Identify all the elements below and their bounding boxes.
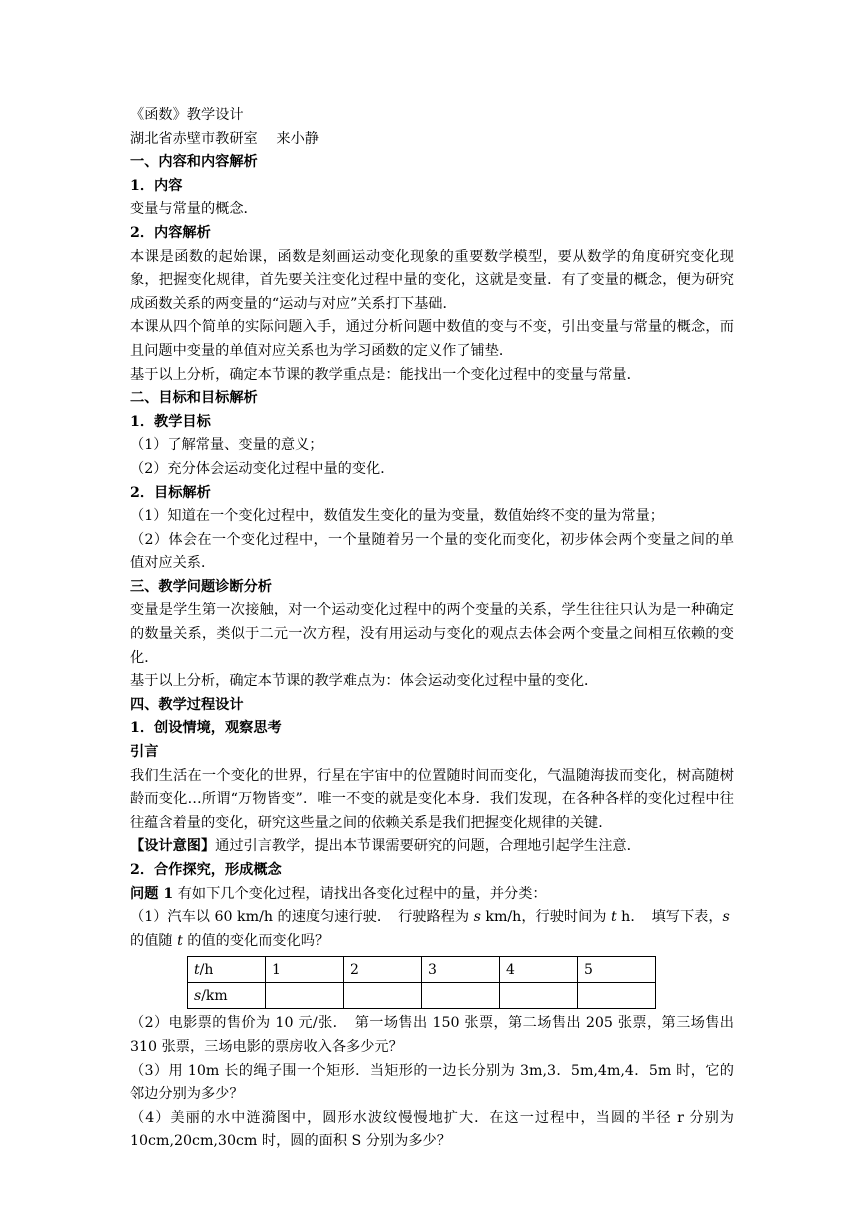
table-cell: 1 [266,957,344,983]
problem-1-label: 问题 1 [130,885,174,902]
subheading-content: 1．内容 [130,177,183,194]
content-analysis-paragraph-3: 基于以上分析，确定本节课的教学重点是：能找出一个变化过程中的变量与常量． [130,366,641,383]
goal-analysis-item-1: （1）知道在一个变化过程中，数值发生变化的量为变量，数值始终不变的量为常量； [130,508,664,525]
time-distance-table [187,956,656,1009]
diagnosis-paragraph-1: 变量是学生第一次接触，对一个运动变化过程中的两个变量的关系，学生往往只认为是一种确定的数量关系，类似于二元一次方程，没有用运动与变化的观点去体会两个变量之间相互依赖的变化． [130,602,734,666]
doc-author: 湖北省赤壁市教研室 来小静 [130,130,319,147]
goal-item-1: （1）了解常量、变量的意义； [130,437,324,454]
design-intent-text: 通过引言教学，提出本节课需要研究的问题，合理地引起学生注意． [215,838,641,855]
table-cell: 4 [500,957,578,983]
table-row [188,957,656,983]
question-3: （3）用 10m 长的绳子围一个矩形．当矩形的一边长分别为 3m,3．5m,4m,4．5m 时，它的邻边分别为多少？ [130,1062,734,1103]
subheading-explore: 2．合作探究，形成概念 [130,862,282,878]
section-3-heading: 三、教学问题诊断分析 [130,578,272,595]
question-2: （2）电影票的售价为 10 元/张． 第一场售出 150 张票，第二场售出 205 张票，第三场售出 310 张票，三场电影的票房收入各多少元？ [130,1015,734,1055]
table-cell-empty [422,983,500,1009]
table-var-s: s [194,987,202,1004]
table-cell-empty [578,983,656,1009]
var-t-2: t [177,932,183,949]
goal-analysis-item-2: （2）体会在一个变化过程中，一个量随着另一个量的变化而变化，初步体会两个变量之间的单值对应关系． [130,531,734,572]
table-cell-empty [344,983,422,1009]
content-analysis-paragraph-1: 本课是函数的起始课，函数是刻画运动变化现象的重要数学模型，要从数学的角度研究变化现象，把握变化规律，首先要关注变化过程中量的变化，这就是变量．有了变量的概念，便为研究成函数关系的两变量的“运动与对应”关系打下基础． [130,248,734,312]
var-s: s [473,909,481,926]
table-header-cell [188,957,266,983]
subheading-goal-analysis: 2．目标解析 [130,484,211,501]
content-analysis-paragraph-2: 本课从四个简单的实际问题入手，通过分析问题中数值的变与不变，引出变量与常量的概念，而且问题中变量的单值对应关系也为学习函数的定义作了铺垫． [130,319,734,359]
question-1-line-2 [130,930,734,954]
q1-text-e: 的值的变化而变化吗？ [182,932,330,949]
table-cell: 5 [578,957,656,983]
table-var-t: t [194,961,200,978]
diagnosis-paragraph-2: 基于以上分析，确定本节课的教学难点为：体会运动变化过程中量的变化． [130,673,599,690]
intro-label: 引言 [130,744,159,761]
table-cell: 3 [422,957,500,983]
table-cell: 2 [344,957,422,983]
question-4: （4）美丽的水中涟漪图中，圆形水波纹慢慢地扩大．在这一过程中，当圆的半径 r 分别为 10cm,20cm,30cm 时，圆的面积 S 分别为多少？ [130,1109,734,1150]
table-unit-km: /km [201,987,228,1004]
problem-1-text: 有如下几个变化过程，请找出各变化过程中的量，并分类： [173,885,547,902]
document-page [130,104,734,1154]
section-4-heading: 四、教学过程设计 [130,696,244,713]
table-header-cell [188,983,266,1009]
goal-item-2: （2）充分体会运动变化过程中量的变化． [130,460,395,477]
subheading-goals: 1．教学目标 [130,413,211,430]
q1-text-c: h． 填写下表， [616,909,723,926]
q1-text-d: 的值随 [130,932,178,949]
design-intent [130,835,734,859]
content-text: 变量与常量的概念． [130,201,258,218]
table-cell-empty [266,983,344,1009]
intro-paragraph: 我们生活在一个变化的世界，行星在宇宙中的位置随时间而变化，气温随海拔而变化，树高随树龄而变化…所谓“万物皆变”．唯一不变的就是变化本身．我们发现，在各种各样的变化过程中往往蕴含着量的变化，研究这些量之间的依赖关系是我们把握变化规律的关键． [130,767,734,831]
question-1-line-1 [130,906,734,930]
section-1-heading: 一、内容和内容解析 [130,154,258,171]
design-intent-label: 【设计意图】 [130,838,216,855]
problem-1 [130,883,734,907]
subheading-content-analysis: 2．内容解析 [130,224,211,241]
table-cell-empty [500,983,578,1009]
subheading-situation: 1．创设情境，观察思考 [130,720,282,737]
doc-title: 《函数》教学设计 [130,107,244,123]
q1-text-b: km/h，行驶时间为 [480,909,611,926]
var-s-2: s [722,909,730,926]
table-row [188,983,656,1009]
table-unit-h: /h [199,961,214,978]
q1-text-a: （1）汽车以 60 km/h 的速度匀速行驶． 行驶路程为 [130,909,474,926]
section-2-heading: 二、目标和目标解析 [130,390,258,407]
var-t: t [610,909,617,926]
